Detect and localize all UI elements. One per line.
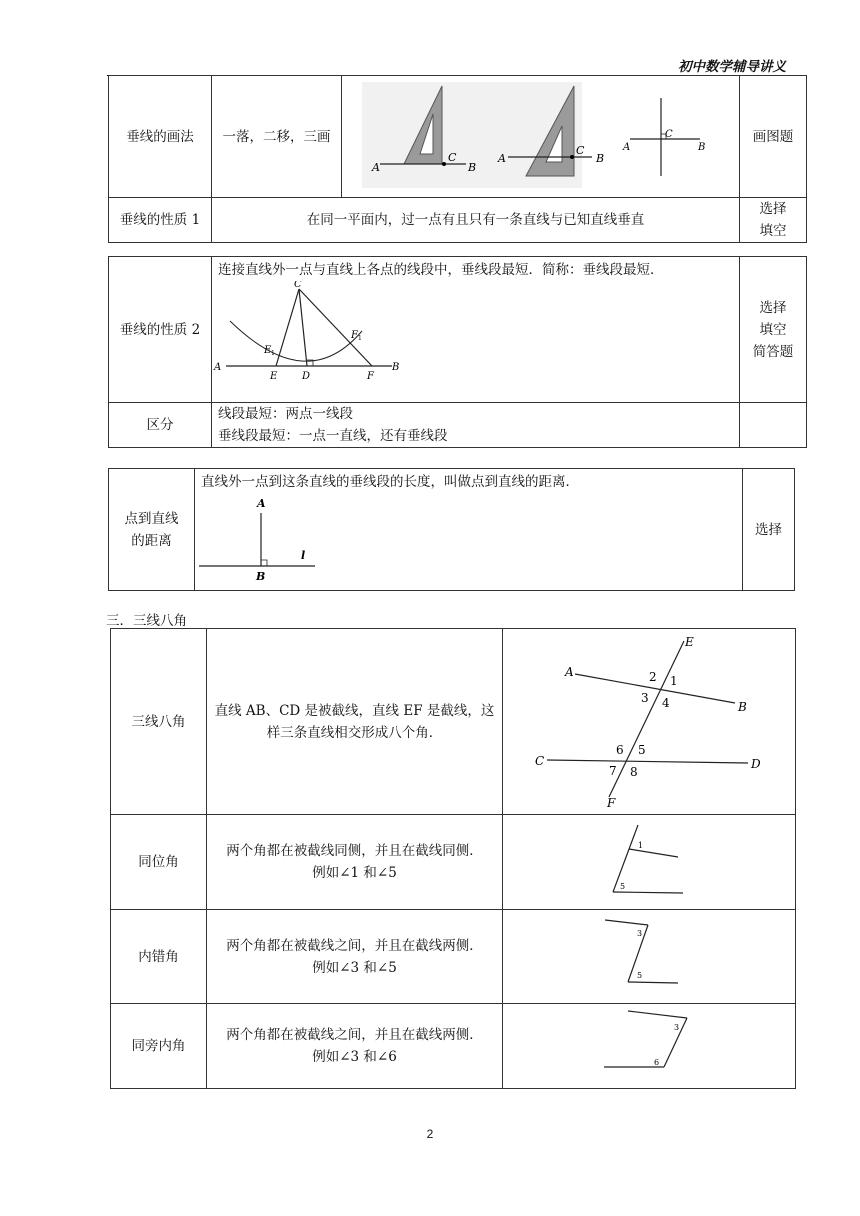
label-f1-sub: 1 (358, 335, 362, 342)
angle-label: 3 (637, 929, 643, 938)
angle-5: 5 (638, 743, 646, 757)
label-c: C (294, 281, 302, 290)
topic-cell (109, 469, 195, 591)
table-row (109, 403, 807, 448)
label-a-3: A (623, 142, 631, 153)
angle-label: 3 (674, 1023, 680, 1032)
label-e: E (270, 371, 278, 382)
desc-cell (207, 629, 503, 815)
angle-2: 2 (649, 670, 657, 684)
desc-line: 例如∠1 和∠5 (312, 865, 397, 881)
shortest-segment-diagram (212, 281, 412, 387)
content-text: 直线外一点到这条直线的垂线段的长度，叫做点到直线的距离． (201, 474, 579, 490)
table-row (109, 198, 807, 243)
label-e: E (685, 635, 694, 649)
label-b-2: B (596, 152, 605, 165)
angle-7: 7 (609, 764, 617, 778)
table-perpendicular-property-2 (108, 256, 807, 448)
name-cell: 三线八角 (111, 629, 207, 815)
content-text: 连接直线外一点与直线上各点的线段中，垂线段最短．简称：垂线段最短． (218, 262, 664, 278)
content-cell (195, 469, 743, 591)
topic-cell: 垂线的性质 1 (109, 198, 212, 243)
desc-line: 直线 AB、CD 是被截线，直线 EF 是截线，这 (214, 702, 495, 719)
desc-line: 例如∠3 和∠6 (312, 1049, 397, 1065)
table-row (109, 76, 807, 198)
angle-label: 1 (638, 841, 644, 850)
desc-cell (207, 1004, 503, 1089)
label-b-3: B (698, 142, 706, 153)
method-cell: 一落，二移，三画 (212, 76, 342, 198)
content-cell: 在同一平面内，过一点有且只有一条直线与已知直线垂直 (212, 198, 740, 243)
distance-diagram (195, 493, 345, 583)
section-heading: 三．三线八角 (106, 613, 187, 629)
diagram-cell (503, 815, 796, 910)
desc-line: 样三条直线相交形成八个角． (266, 724, 443, 741)
type-line: 选择 (759, 299, 787, 316)
angle-label: 6 (654, 1058, 660, 1067)
three-lines-diagram (503, 629, 796, 807)
desc-line: 两个角都在被截线之间，并且在截线两侧． (226, 1027, 483, 1043)
name-cell: 同位角 (111, 815, 207, 910)
angle-label: 5 (637, 971, 643, 980)
alternate-angles-diagram (503, 910, 796, 996)
angle-8: 8 (630, 765, 638, 779)
label-f1: F (351, 330, 358, 341)
page-number: 2 (426, 1127, 434, 1141)
type-cell: 选择 (743, 469, 795, 591)
corresponding-angles-diagram (503, 815, 796, 902)
label-a: A (257, 497, 266, 510)
topic-cell: 垂线的性质 2 (109, 257, 212, 403)
topic-cell: 垂线的画法 (109, 76, 212, 198)
label-a: A (214, 362, 222, 373)
type-line: 选择 (759, 201, 787, 217)
label-b: B (392, 362, 400, 373)
label-a-2: A (498, 152, 506, 165)
angle-label: 5 (620, 882, 626, 891)
table-row (109, 469, 795, 591)
header-title: 初中数学辅导讲义 (678, 59, 786, 75)
label-c: C (535, 754, 545, 768)
type-cell (740, 257, 807, 403)
table-row (111, 910, 796, 1004)
label-l: l (301, 549, 306, 562)
label-e1-sub: 1 (271, 350, 275, 357)
table-three-lines-eight-angles (110, 628, 796, 1089)
desc-line: 两个角都在被截线同侧，并且在截线同侧． (226, 843, 483, 859)
label-b: B (256, 570, 266, 583)
label-b: B (738, 700, 747, 714)
angle-6: 6 (616, 743, 624, 757)
label-d: D (751, 757, 761, 771)
drawing-steps-cell (342, 76, 740, 198)
label-f: F (607, 796, 616, 807)
table-row (111, 629, 796, 815)
topic-line: 的距离 (131, 532, 172, 549)
table-row (109, 257, 807, 403)
content-cell (212, 257, 740, 403)
co-interior-angles-diagram (503, 1004, 796, 1081)
table-row (111, 815, 796, 910)
label-c-3: C (665, 129, 673, 140)
label-c-2: C (576, 144, 585, 157)
label-e1: E (264, 345, 272, 356)
table-row (111, 1004, 796, 1089)
content-line: 垂线段最短：一点一直线，还有垂线段 (218, 428, 448, 444)
desc-line: 两个角都在被截线之间，并且在截线两侧． (226, 937, 483, 954)
desc-cell (207, 815, 503, 910)
name-cell: 同旁内角 (111, 1004, 207, 1089)
topic-line: 点到直线 (124, 510, 179, 527)
drawing-steps-diagram (342, 76, 740, 190)
label-a-1: A (372, 161, 380, 174)
content-cell (212, 403, 740, 448)
desc-cell (207, 910, 503, 1004)
table-point-line-distance (108, 468, 795, 591)
type-cell: 画图题 (740, 76, 807, 198)
content-line: 线段最短：两点一线段 (218, 406, 353, 422)
type-cell (740, 403, 807, 448)
label-c-1: C (448, 151, 457, 164)
topic-cell: 区分 (109, 403, 212, 448)
angle-4: 4 (662, 696, 670, 710)
name-cell: 内错角 (111, 910, 207, 1004)
label-f: F (367, 371, 374, 382)
angle-1: 1 (670, 674, 678, 688)
label-b-1: B (468, 161, 477, 174)
type-line: 填空 (759, 321, 787, 338)
desc-line: 例如∠3 和∠5 (312, 959, 397, 976)
angle-3: 3 (641, 691, 649, 705)
label-d: D (302, 371, 311, 382)
diagram-cell (503, 629, 796, 815)
diagram-cell (503, 910, 796, 1004)
table-perpendicular-drawing (108, 75, 807, 243)
diagram-cell (503, 1004, 796, 1089)
type-line: 填空 (759, 223, 787, 239)
label-a: A (565, 665, 574, 679)
type-cell (740, 198, 807, 243)
type-line: 简答题 (752, 343, 794, 360)
